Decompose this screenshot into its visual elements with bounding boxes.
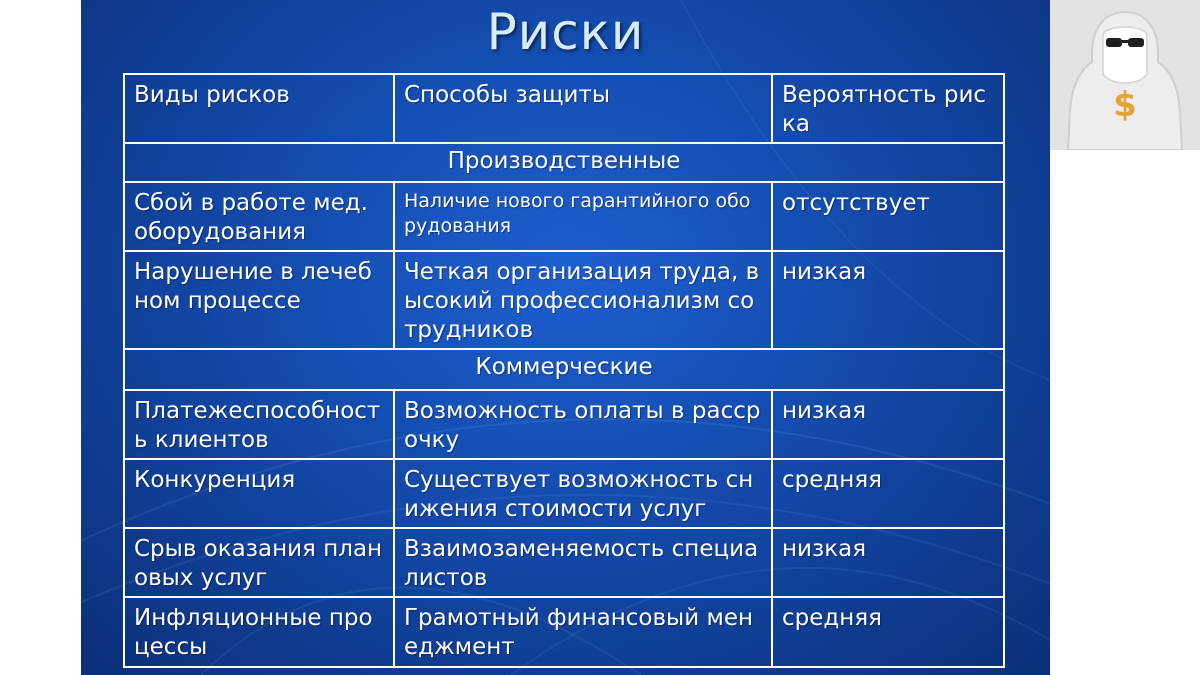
table-row — [124, 597, 1004, 667]
section-label: Коммерческие — [124, 349, 1004, 390]
table-row — [124, 459, 1004, 528]
section-row — [124, 349, 1004, 390]
protection-cell: Грамотный финансовый менеджмент — [394, 597, 772, 667]
probability-cell: средняя — [772, 597, 1004, 667]
protection-cell: Существует возможность снижения стоимости услуг — [394, 459, 772, 528]
risks-table — [123, 73, 1005, 668]
svg-text:$: $ — [1113, 85, 1137, 125]
section-label: Производственные — [124, 143, 1004, 182]
probability-cell: отсутствует — [772, 182, 1004, 251]
header-cell: Вероятность риска — [772, 74, 1004, 143]
probability-cell: низкая — [772, 251, 1004, 349]
risk-type-cell: Инфляционные процессы — [124, 597, 394, 667]
risk-type-cell: Нарушение в лечебном процессе — [124, 251, 394, 349]
slide — [81, 0, 1050, 675]
protection-cell: Взаимозаменяемость специалистов — [394, 528, 772, 597]
section-row — [124, 143, 1004, 182]
probability-cell: низкая — [772, 390, 1004, 459]
risk-type-cell: Сбой в работе мед. оборудования — [124, 182, 394, 251]
table-row — [124, 182, 1004, 251]
risk-type-cell: Срыв оказания плановых услуг — [124, 528, 394, 597]
protection-cell: Четкая организация труда, высокий профессионализм сотрудников — [394, 251, 772, 349]
probability-cell: средняя — [772, 459, 1004, 528]
table-header-row — [124, 74, 1004, 143]
table-row — [124, 390, 1004, 459]
header-cell: Виды рисков — [124, 74, 394, 143]
protection-cell: Наличие нового гарантийного оборудования — [394, 182, 772, 251]
header-cell: Способы защиты — [394, 74, 772, 143]
avatar-panel — [1050, 0, 1200, 150]
risk-type-cell: Конкуренция — [124, 459, 394, 528]
table-row — [124, 528, 1004, 597]
slide-title: Риски — [486, 3, 645, 61]
protection-cell: Возможность оплаты в рассрочку — [394, 390, 772, 459]
table-row — [124, 251, 1004, 349]
probability-cell: низкая — [772, 528, 1004, 597]
risk-type-cell: Платежеспособность клиентов — [124, 390, 394, 459]
hooded-figure-dollar-icon — [1050, 0, 1200, 150]
